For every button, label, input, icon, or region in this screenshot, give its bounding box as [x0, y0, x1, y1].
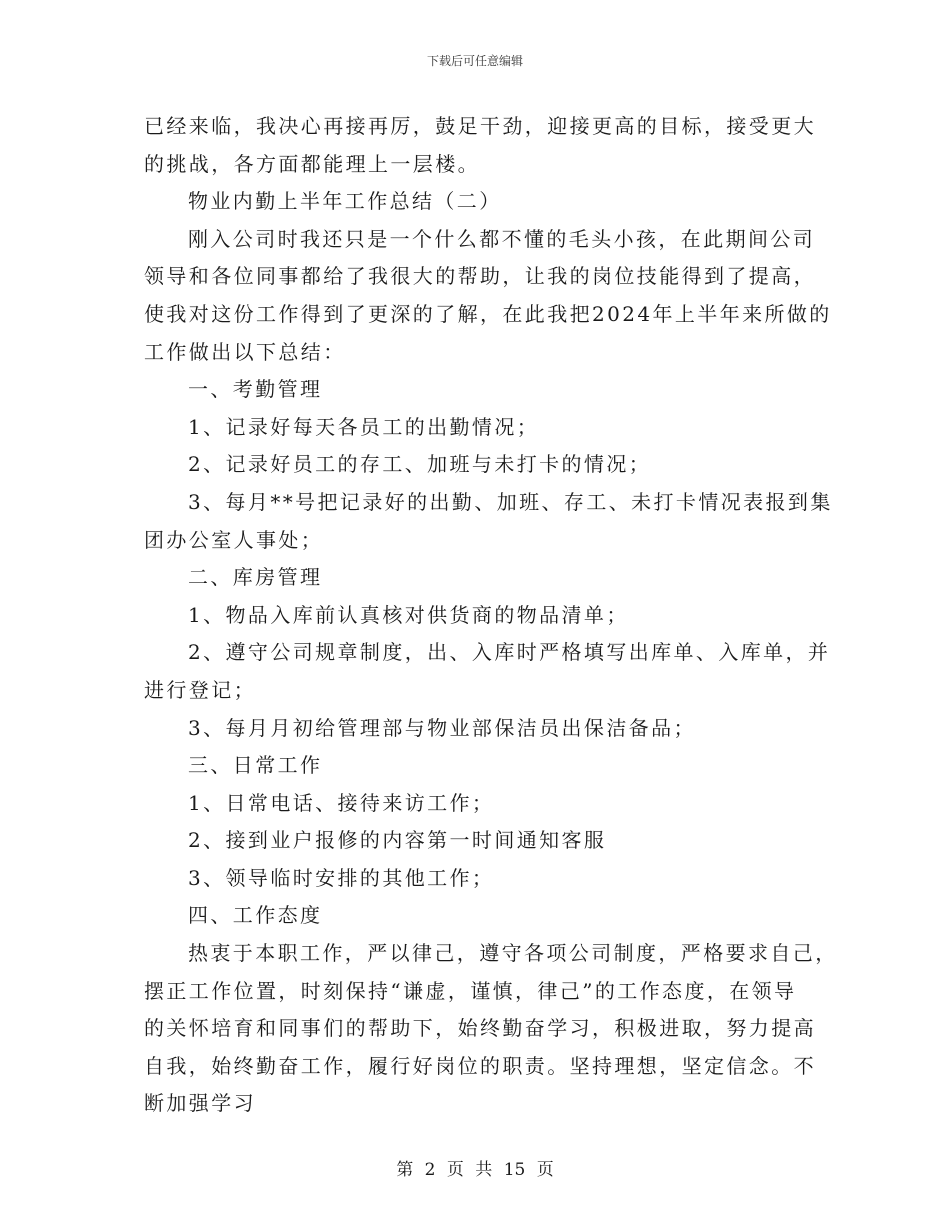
body-line: 刚入公司时我还只是一个什么都不懂的毛头小孩，在此期间公司: [188, 226, 816, 251]
body-line: 已经来临，我决心再接再厉，鼓足干劲，迎接更高的目标，接受更大: [144, 114, 816, 138]
list-item-continuation: 进行登记；: [144, 677, 256, 702]
body-line: 热衷于本职工作，严以律己，遵守各项公司制度，严格要求自己，: [188, 941, 838, 966]
body-line: 领导和各位同事都给了我很大的帮助，让我的岗位技能得到了提高，: [144, 264, 816, 289]
body-line: 使我对这份工作得到了更深的了解，在此我把2024年上半年来所做的: [144, 301, 832, 326]
body-line: 的挑战，各方面都能理上一层楼。: [144, 151, 480, 176]
list-item: 2、接到业户报修的内容第一时间通知客服: [188, 828, 607, 853]
body-line: 摆正工作位置，时刻保持“谦虚，谨慎，律己”的工作态度，在领导: [144, 978, 797, 1003]
section-heading: 二、库房管理: [188, 565, 323, 590]
page-number: 第 2 页 共 15 页: [396, 1160, 554, 1180]
body-line: 自我，始终勤奋工作，履行好岗位的职责。坚持理想，坚定信念。不: [144, 1053, 816, 1078]
list-item: 3、每月月初给管理部与物业部保洁员出保洁备品；: [188, 715, 696, 740]
header-text: 下载后可任意编辑: [426, 54, 523, 68]
body-line: 工作做出以下总结：: [144, 339, 346, 364]
list-item: 2、记录好员工的存工、加班与未打卡的情况；: [188, 452, 652, 477]
section-heading: 三、日常工作: [188, 753, 323, 778]
section-title: 物业内勤上半年工作总结（二）: [188, 189, 502, 214]
list-item-continuation: 团办公室人事处；: [144, 527, 324, 552]
page-header: [0, 52, 950, 69]
body-line: 的关怀培育和同事们的帮助下，始终勤奋学习，积极进取，努力提高: [144, 1016, 816, 1041]
list-item: 3、每月**号把记录好的出勤、加班、存工、未打卡情况表报到集: [188, 489, 833, 514]
list-item: 2、遵守公司规章制度，出、入库时严格填写出库单、入库单，并: [188, 640, 831, 665]
list-item: 1、物品入库前认真核对供货商的物品清单；: [188, 602, 629, 627]
list-item: 3、领导临时安排的其他工作；: [188, 865, 495, 890]
document-body: [144, 108, 838, 1123]
section-heading: 四、工作态度: [188, 903, 323, 928]
list-item: 1、日常电话、接待来访工作；: [188, 790, 495, 815]
page-footer: [0, 1155, 950, 1180]
list-item: 1、记录好每天各员工的出勤情况；: [188, 414, 540, 439]
body-line: 断加强学习: [144, 1091, 256, 1116]
section-heading: 一、考勤管理: [188, 377, 323, 402]
